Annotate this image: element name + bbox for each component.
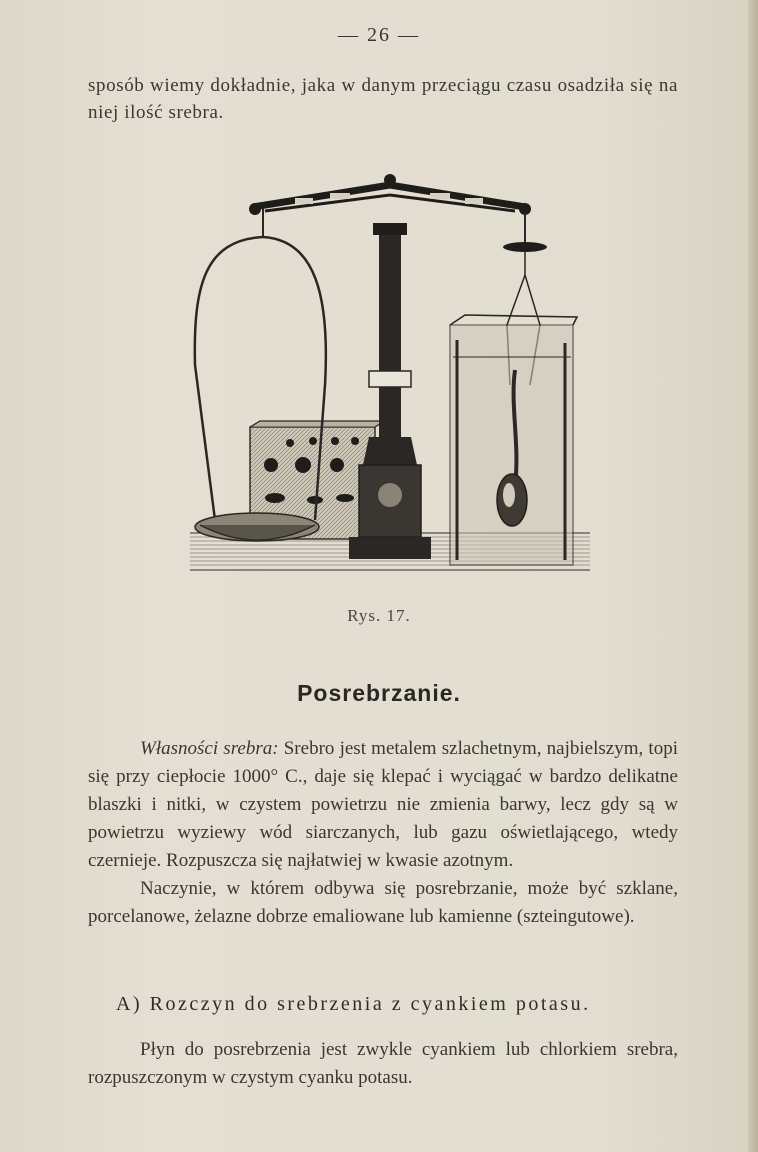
properties-text: Srebro jest metalem szlachetnym, najbielszym, topi się przy ciepłocie 1000° C., daje się klepać i wyciągać w bardzo delikatne blaszki i nitki, w czystem powietrzu nie zmienia barwy, lecz gdy są w powietrzu wyziewy wód siarczanych, lub gazu oświetlającego, wtedy czernieje. Rozpuszcza się najłatwiej w kwasie azotnym. <box>88 738 678 871</box>
subheading: A) Rozczyn do srebrzenia z cyankiem potasu. <box>116 993 591 1015</box>
page-edge <box>748 0 758 1152</box>
page-number: — 26 — <box>338 24 420 46</box>
solution-text: Płyn do posrebrzenia jest zwykle cyankiem lub chlorkiem srebra, rozpuszczonym w czystym cyanku potasu. <box>88 1039 678 1088</box>
intro-paragraph: sposób wiemy dokładnie, jaka w danym przeciągu czasu osadziła się na niej ilość srebra. <box>88 75 678 123</box>
figure-caption: Rys. 17. <box>347 606 411 625</box>
paragraph-vessel: Naczynie, w którem odbywa się posrebrzanie, może być szklane, porcelanowe, żelazne dobrze emaliowane lub kamienne (szteingutowe). <box>88 878 678 927</box>
paragraph-properties <box>88 735 678 875</box>
section-heading: Posrebrzanie. <box>297 680 461 706</box>
paragraph-solution <box>88 1036 678 1092</box>
properties-lead: Własności srebra: <box>140 738 279 759</box>
balance-scale-illustration <box>185 165 595 595</box>
section-body <box>88 735 678 931</box>
